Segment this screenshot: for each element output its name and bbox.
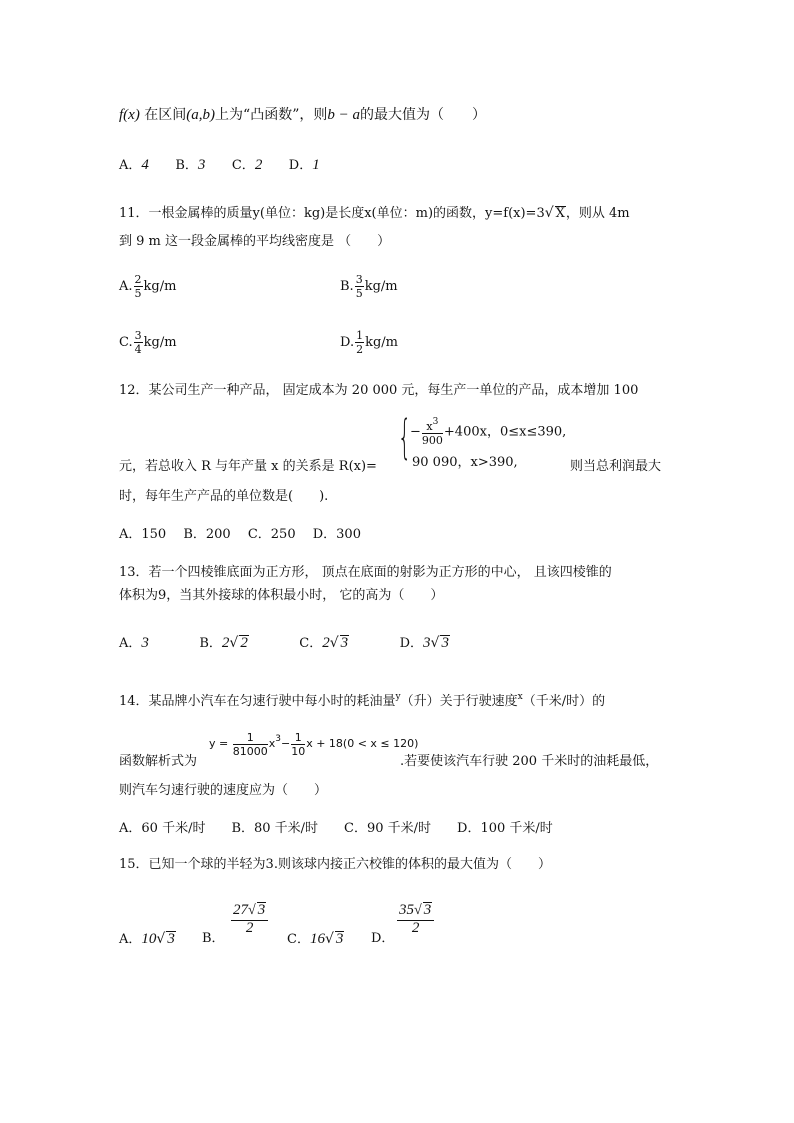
q10-option-d-label: D． xyxy=(288,158,313,173)
q14-stem-line-3: 则汽车匀速行驶的速度应为（ ） xyxy=(119,783,328,798)
fraction xyxy=(397,902,434,938)
q13-options xyxy=(119,634,450,653)
q11-option-b-fraction xyxy=(355,274,364,299)
q11-option-c-label: C. xyxy=(119,335,133,350)
q10-difference: b − a xyxy=(327,107,360,123)
q14-stem-line-2-post: .若要使该汽车行驶 200 千米时的油耗最低， xyxy=(400,754,659,769)
q11-option-d xyxy=(340,330,398,355)
formula-fraction-2 xyxy=(291,732,305,757)
q14-stem-line-1 xyxy=(119,688,605,711)
q10-option-a-label: A． xyxy=(119,158,142,173)
q11-text-pre: 11．一根金属棒的质量y(单位：kg)是长度x(单位：m)的函数，y=f(x)=3 xyxy=(119,206,545,221)
formula-exponent: 3 xyxy=(275,734,281,744)
q10-text-3: 的最大值为（ ） xyxy=(359,107,486,123)
q15-option-c-label: C． xyxy=(287,932,310,947)
q10-options xyxy=(119,156,320,175)
numerator: 2 xyxy=(134,273,142,286)
q10-option-a-value: 4 xyxy=(141,157,149,173)
q11-option-c-fraction xyxy=(134,330,143,355)
numerator-base: x xyxy=(426,420,433,433)
q14-text-a: 14．某品牌小汽车在匀速行驶中每小时的耗油量 xyxy=(119,694,396,709)
q14-formula xyxy=(209,730,418,757)
q10-function: f(x) xyxy=(119,107,140,123)
q14-text-b: （升）关于行驶速度 xyxy=(400,694,518,709)
q11-option-a-label: A. xyxy=(119,279,133,294)
q15-option-a-coefficient: 10 xyxy=(141,931,157,947)
q15-option-d-fraction xyxy=(396,902,435,938)
q15-option-d-label: D． xyxy=(371,931,395,946)
q11-option-c xyxy=(119,330,177,355)
sqrt-symbol: √ xyxy=(414,903,422,918)
unit: kg/m xyxy=(143,335,177,350)
q12-case-1 xyxy=(410,418,566,446)
q15-option-a-label: A． xyxy=(119,932,142,947)
q10-stem xyxy=(119,106,486,124)
q15-option-a-radicand: 3 xyxy=(167,931,175,947)
piecewise-brace: { xyxy=(398,410,412,464)
numerator-coefficient: 35 xyxy=(399,902,414,918)
q13-stem-line-2: 体积为9，当其外接球的体积最小时， 它的高为（ ） xyxy=(119,588,444,603)
q15-option-b-label: B． xyxy=(202,931,225,946)
denominator: 5 xyxy=(355,287,363,300)
formula-minus: − xyxy=(280,737,291,750)
numerator xyxy=(422,418,443,434)
q14-options: A．60 千米/时 B．80 千米/时 C．90 千米/时 D．100 千米/时 xyxy=(119,821,553,836)
sqrt-symbol: √ xyxy=(324,931,334,947)
q11-option-d-fraction xyxy=(355,330,364,355)
q10-interval: (a,b) xyxy=(186,107,216,123)
numerator-exponent: 3 xyxy=(432,417,439,427)
q10-option-c-label: C． xyxy=(231,158,255,173)
q10-option-b-value: 3 xyxy=(197,157,206,173)
denominator: 2 xyxy=(245,920,254,936)
q13-option-b-radicand: 2 xyxy=(240,635,248,651)
denominator: 5 xyxy=(134,287,142,300)
numerator: 3 xyxy=(355,273,363,286)
numerator: 1 xyxy=(233,732,268,745)
q11-option-b xyxy=(340,274,398,299)
formula-x: x xyxy=(268,737,276,750)
q12-case-1-fraction xyxy=(422,418,443,446)
q13-option-d-radicand: 3 xyxy=(441,635,449,651)
q10-option-c-value: 2 xyxy=(254,157,263,173)
q12-stem-line-3: 时，每年生产产品的单位数是( ). xyxy=(119,489,329,504)
q15-stem: 15．已知一个球的半轻为3.则该球内接正六校锥的体积的最大值为（ ） xyxy=(119,857,551,872)
q13-option-c-radicand: 3 xyxy=(340,635,349,651)
q11-option-a-fraction xyxy=(134,274,143,299)
sqrt-symbol: √ xyxy=(430,635,440,651)
sqrt-symbol: √ xyxy=(248,903,256,918)
q15-option-c-coefficient: 16 xyxy=(309,931,325,947)
q11-option-d-label: D. xyxy=(340,335,355,350)
q13-option-b-coefficient: 2 xyxy=(221,635,230,651)
q13-option-b-label: B． xyxy=(199,636,222,651)
numerator: 1 xyxy=(356,329,364,342)
formula-y: y = xyxy=(209,737,229,750)
q13-option-c-coefficient: 2 xyxy=(322,635,330,651)
q15-option-c xyxy=(287,930,344,949)
q13-option-d-label: D． xyxy=(399,636,424,651)
q12-stem-line-1: 12．某公司生产一种产品， 固定成本为 20 000 元，每生产一单位的产品，成本增加 100 xyxy=(119,383,639,398)
sqrt-symbol: √ xyxy=(156,931,166,947)
q10-option-b-label: B． xyxy=(175,158,198,173)
q13-stem-line-1: 13．若一个四棱锥底面为正方形， 顶点在底面的射影为正方形的中心， 且该四棱锥的 xyxy=(119,565,612,580)
q10-text-1: 在区间 xyxy=(144,107,187,123)
numerator xyxy=(231,902,268,921)
q13-option-d-coefficient: 3 xyxy=(423,635,431,651)
numerator-radicand: 3 xyxy=(423,902,432,918)
q11-stem-line-2: 到 9 m 这一段金属棒的平均线密度是 （ ） xyxy=(119,234,391,249)
unit: kg/m xyxy=(143,279,177,294)
denominator: 2 xyxy=(356,343,364,356)
minus-sign: − xyxy=(410,424,421,440)
q10-text-2: 上为“凸函数”，则 xyxy=(215,107,328,123)
q13-option-a-value: 3 xyxy=(141,635,149,651)
q10-option-d-value: 1 xyxy=(312,157,320,173)
q14-stem-line-2-pre: 函数解析式为 xyxy=(119,754,198,769)
unit: kg/m xyxy=(364,279,398,294)
q11-radicand: X xyxy=(555,206,565,221)
numerator xyxy=(397,902,434,921)
q14-var-x: x xyxy=(517,692,523,702)
q14-text-c: （千米/时）的 xyxy=(522,694,606,709)
denominator: 81000 xyxy=(232,744,268,758)
q13-option-a-label: A． xyxy=(119,636,142,651)
numerator-coefficient: 27 xyxy=(233,902,248,918)
sqrt-symbol: √ xyxy=(329,635,339,651)
numerator-radicand: 3 xyxy=(257,902,266,918)
sqrt-symbol: √ xyxy=(544,205,554,221)
q12-stem-line-2: 元，若总收入 R 与年产量 x 的关系是 R(x)= xyxy=(119,459,377,474)
denominator: 4 xyxy=(134,343,142,356)
unit: kg/m xyxy=(365,335,398,350)
denominator: 2 xyxy=(411,920,420,936)
denominator: 10 xyxy=(291,744,306,758)
q11-option-b-label: B. xyxy=(340,279,354,294)
denominator: 900 xyxy=(421,434,443,447)
fraction xyxy=(231,902,268,938)
q12-stem-line-2-tail: 则当总利润最大 xyxy=(570,459,662,474)
formula-fraction-1 xyxy=(233,732,268,757)
q15-option-c-radicand: 3 xyxy=(335,931,344,947)
q13-option-c-label: C． xyxy=(299,636,323,651)
q11-stem-line-1 xyxy=(119,204,630,223)
q15-option-b-fraction xyxy=(230,902,269,938)
numerator: 3 xyxy=(134,329,142,342)
q12-case-1-rest: +400x，0≤x≤390, xyxy=(443,424,567,440)
q12-case-2: 90 090，x>390, xyxy=(412,455,518,470)
sqrt-symbol: √ xyxy=(229,635,239,651)
q15-option-a xyxy=(119,930,176,949)
q12-options: A．150 B．200 C．250 D．300 xyxy=(119,527,361,542)
formula-rest: x + 18(0 < x ≤ 120) xyxy=(306,737,419,750)
q11-option-a xyxy=(119,274,176,299)
q14-var-y: y xyxy=(395,692,401,702)
numerator: 1 xyxy=(291,732,305,745)
q11-text-post: ，则从 4m xyxy=(565,206,630,221)
